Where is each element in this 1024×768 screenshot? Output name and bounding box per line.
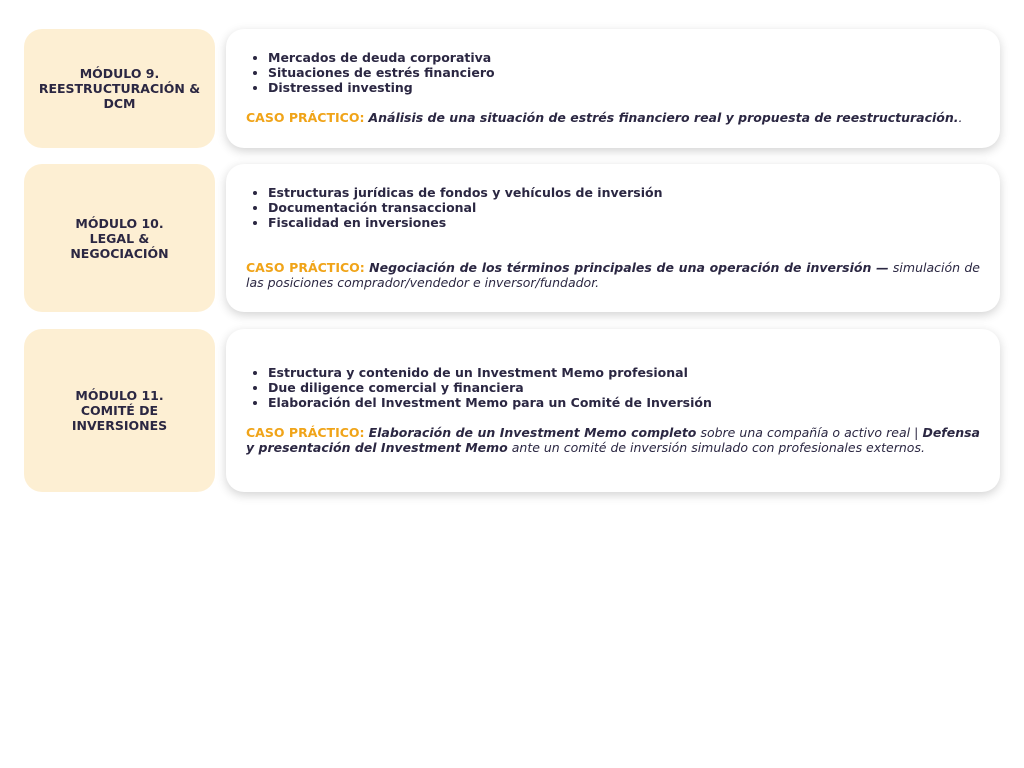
topic-item: • Elaboración del Investment Memo para un Comité de Inversión	[268, 395, 980, 410]
case-study-title: Negociación de los términos principales de una operación de inversión —	[369, 260, 889, 275]
module-title-line: REESTRUCTURACIÓN &	[38, 81, 201, 96]
module-title-line: LEGAL &	[89, 230, 150, 246]
topic-list	[246, 50, 980, 95]
module-11-row	[24, 329, 1000, 492]
topic-item: • Fiscalidad en inversiones	[268, 215, 980, 230]
module-title-line: COMITÉ DE	[80, 403, 159, 418]
case-study-label: CASO PRÁCTICO:	[246, 425, 365, 440]
case-study-text: ante un comité de inversión simulado con profesionales externos.	[507, 440, 925, 455]
case-study	[246, 110, 980, 125]
case-study-text: simulación de las posiciones comprador/vendedor e inversor/fundador.	[246, 260, 980, 290]
topic-list	[246, 365, 980, 410]
module-9-card	[226, 29, 1000, 148]
topic-list	[246, 185, 980, 230]
module-10-row	[24, 164, 1000, 312]
case-study-title: Análisis de una situación de estrés financiero real y propuesta de reestructuración.	[368, 110, 959, 125]
topic-item: • Documentación transaccional	[268, 200, 980, 215]
topic-item: • Estructuras jurídicas de fondos y vehículos de inversión	[268, 185, 980, 200]
module-11-card	[226, 329, 1000, 492]
module-9-row	[24, 29, 1000, 148]
module-11-label	[24, 329, 215, 492]
case-study-title: Elaboración de un Investment Memo completo	[368, 425, 697, 440]
topic-item: • Estructura y contenido de un Investment Memo profesional	[268, 365, 980, 380]
case-study-label: CASO PRÁCTICO:	[246, 110, 365, 125]
module-10-label	[24, 164, 215, 312]
module-title-line: NEGOCIACIÓN	[70, 245, 169, 261]
topic-item: • Due diligence comercial y financiera	[268, 380, 980, 395]
topic-item: • Distressed investing	[268, 80, 980, 95]
module-title-line: MÓDULO 11.	[75, 388, 164, 403]
case-study	[246, 425, 980, 455]
case-study	[246, 260, 980, 290]
case-study-label: CASO PRÁCTICO:	[246, 260, 365, 275]
module-9-label	[24, 29, 215, 148]
case-study-title: Defensa y presentación del Investment Memo	[246, 425, 980, 455]
module-10-card	[226, 164, 1000, 312]
topic-item: • Mercados de deuda corporativa	[268, 50, 980, 65]
case-study-text: .	[958, 110, 963, 125]
module-title-line: MÓDULO 9.	[79, 66, 160, 81]
module-title-line: DCM	[103, 96, 136, 111]
module-title-line: MÓDULO 10.	[75, 215, 164, 231]
topic-item: • Situaciones de estrés financiero	[268, 65, 980, 80]
case-study-text: sobre una compañía o activo real |	[696, 425, 923, 440]
module-title-line: INVERSIONES	[71, 418, 168, 433]
